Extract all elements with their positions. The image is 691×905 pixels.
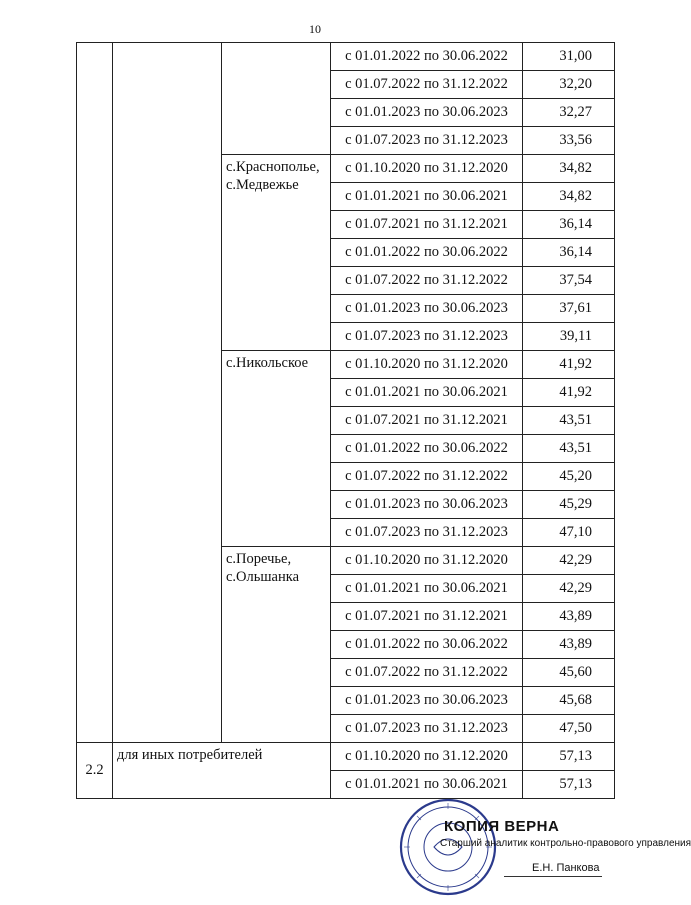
locality-cell: с.Никольское (222, 351, 331, 547)
tariff-value-cell: 45,20 (523, 463, 615, 491)
period-cell: с 01.07.2022 по 31.12.2022 (331, 463, 523, 491)
tariff-value-cell: 47,10 (523, 519, 615, 547)
tariff-value-cell: 34,82 (523, 155, 615, 183)
period-cell: с 01.01.2023 по 30.06.2023 (331, 491, 523, 519)
certifier-position: Старший аналитик контрольно-правового управления (440, 838, 691, 849)
period-cell: с 01.01.2023 по 30.06.2023 (331, 687, 523, 715)
period-cell: с 01.01.2021 по 30.06.2021 (331, 575, 523, 603)
tariff-value-cell: 33,56 (523, 127, 615, 155)
period-cell: с 01.01.2022 по 30.06.2022 (331, 239, 523, 267)
locality-cell (222, 43, 331, 155)
period-cell: с 01.01.2022 по 30.06.2022 (331, 43, 523, 71)
tariff-value-cell: 42,29 (523, 575, 615, 603)
period-cell: с 01.07.2021 по 31.12.2021 (331, 211, 523, 239)
page-number: 10 (309, 22, 321, 36)
tariff-table (76, 42, 615, 799)
period-cell: с 01.01.2021 по 30.06.2021 (331, 183, 523, 211)
period-cell: с 01.10.2020 по 31.12.2020 (331, 155, 523, 183)
consumer-category-cell: для иных потребителей (113, 743, 331, 799)
tariff-value-cell: 32,20 (523, 71, 615, 99)
tariff-value-cell: 45,68 (523, 687, 615, 715)
tariff-value-cell: 43,51 (523, 435, 615, 463)
tariff-value-cell: 34,82 (523, 183, 615, 211)
period-cell: с 01.07.2022 по 31.12.2022 (331, 267, 523, 295)
period-cell: с 01.10.2020 по 31.12.2020 (331, 743, 523, 771)
certified-copy-title: КОПИЯ ВЕРНА (444, 818, 560, 835)
item-number-cell: 2.2 (77, 743, 113, 799)
signature-line (504, 876, 602, 877)
period-cell: с 01.10.2020 по 31.12.2020 (331, 351, 523, 379)
tariff-value-cell: 45,60 (523, 659, 615, 687)
period-cell: с 01.07.2023 по 31.12.2023 (331, 519, 523, 547)
period-cell: с 01.07.2023 по 31.12.2023 (331, 127, 523, 155)
period-cell: с 01.01.2022 по 30.06.2022 (331, 435, 523, 463)
tariff-value-cell: 47,50 (523, 715, 615, 743)
tariff-value-cell: 57,13 (523, 743, 615, 771)
tariff-table-body (77, 43, 615, 799)
tariff-value-cell: 42,29 (523, 547, 615, 575)
period-cell: с 01.01.2023 по 30.06.2023 (331, 295, 523, 323)
locality-cell: с.Краснополье, с.Медвежье (222, 155, 331, 351)
certifier-name: Е.Н. Панкова (532, 862, 600, 874)
tariff-value-cell: 41,92 (523, 379, 615, 407)
tariff-value-cell: 57,13 (523, 771, 615, 799)
period-cell: с 01.10.2020 по 31.12.2020 (331, 547, 523, 575)
tariff-value-cell: 31,00 (523, 43, 615, 71)
period-cell: с 01.01.2021 по 30.06.2021 (331, 771, 523, 799)
period-cell: с 01.07.2022 по 31.12.2022 (331, 71, 523, 99)
tariff-value-cell: 37,61 (523, 295, 615, 323)
tariff-value-cell: 43,89 (523, 631, 615, 659)
period-cell: с 01.07.2021 по 31.12.2021 (331, 603, 523, 631)
period-cell: с 01.07.2022 по 31.12.2022 (331, 659, 523, 687)
period-cell: с 01.01.2022 по 30.06.2022 (331, 631, 523, 659)
locality-cell: с.Поречье, с.Ольшанка (222, 547, 331, 743)
tariff-value-cell: 36,14 (523, 239, 615, 267)
tariff-value-cell: 43,89 (523, 603, 615, 631)
tariff-value-cell: 41,92 (523, 351, 615, 379)
period-cell: с 01.01.2023 по 30.06.2023 (331, 99, 523, 127)
period-cell: с 01.07.2023 по 31.12.2023 (331, 323, 523, 351)
tariff-value-cell: 43,51 (523, 407, 615, 435)
tariff-value-cell: 37,54 (523, 267, 615, 295)
item-number-cell (77, 43, 113, 743)
period-cell: с 01.07.2023 по 31.12.2023 (331, 715, 523, 743)
tariff-value-cell: 32,27 (523, 99, 615, 127)
consumer-category-cell (113, 43, 222, 743)
period-cell: с 01.07.2021 по 31.12.2021 (331, 407, 523, 435)
tariff-value-cell: 39,11 (523, 323, 615, 351)
tariff-value-cell: 45,29 (523, 491, 615, 519)
table-row (77, 743, 615, 771)
table-row (77, 43, 615, 71)
tariff-value-cell: 36,14 (523, 211, 615, 239)
period-cell: с 01.01.2021 по 30.06.2021 (331, 379, 523, 407)
